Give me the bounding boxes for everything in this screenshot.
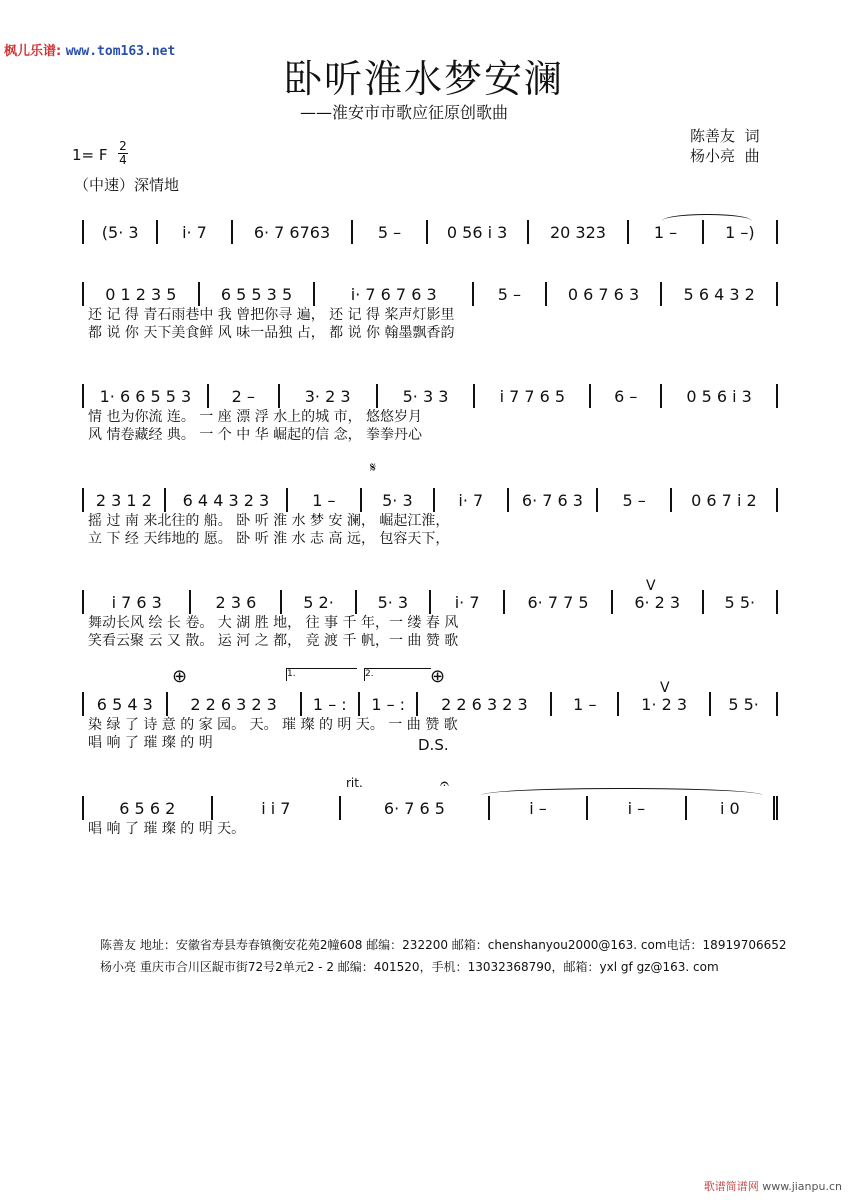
measure: 2 2 6 3 2 3 — [418, 692, 552, 716]
measure: 1 – : — [360, 692, 418, 716]
system-4 — [82, 488, 778, 548]
lyric-verse-1: 唱 响 了 璀 璨 的 明 天。 — [88, 821, 246, 837]
footer-line-lyricist: 陈善友 地址：安徽省寿县寿春镇衡安花苑2幢608 邮编：232200 邮箱：chenshanyou2000@163. com电话：18919706652 — [100, 938, 787, 952]
measure: 5 – — [353, 220, 427, 244]
measure: 6· 7 6 3 — [509, 488, 599, 512]
ritardando-mark: rit. — [346, 776, 363, 790]
song-subtitle: ——淮安市市歌应征原创歌曲 — [300, 103, 509, 122]
measure: i i 7 — [213, 796, 342, 820]
time-sig-top: 2 — [119, 139, 127, 153]
lyric-verse-2: 笑看云聚 云 又 散。 运 河 之 都， 竞 渡 千 帆，一 曲 赞 歌 — [88, 633, 459, 649]
lyric-verse-1: 染 绿 了 诗 意 的 家 园。 天。 璀 璨 的 明 天。 一 曲 赞 歌 — [88, 717, 458, 733]
measure: 5· 3 — [357, 590, 431, 614]
measure: 5· 3 3 — [378, 384, 476, 408]
measure: (5· 3 — [84, 220, 158, 244]
lyricist-credit — [690, 125, 760, 146]
breath-mark: V — [646, 578, 656, 594]
measure: 2 3 6 — [191, 590, 282, 614]
measure: 6 – — [591, 384, 662, 408]
volta-2-label: 2. — [365, 669, 374, 679]
lyric-verse-1: 摇 过 南 来北往的 船。 卧 听 淮 水 梦 安 澜， 崛起江淮， — [88, 513, 450, 529]
measure: 5 6 4 3 2 — [662, 282, 778, 306]
lyric-verse-1: 舞动长风 绘 长 卷。 大 湖 胜 地， 往 事 千 年，一 缕 春 风 — [88, 615, 459, 631]
key-signature: 1= F — [72, 146, 108, 164]
lyric-verse-2: 都 说 你 天下美食鲜 风 味一品独 占， 都 说 你 翰墨飘香韵 — [88, 325, 455, 341]
time-sig-bottom: 4 — [119, 153, 127, 167]
coda-sign: ⊕ — [430, 666, 446, 687]
measure: 1 – — [288, 488, 361, 512]
measure: i· 7 6 7 6 3 — [315, 282, 474, 306]
measure: 5 5· — [704, 590, 778, 614]
lyric-verse-1: 情 也为你流 连。 一 座 漂 浮 水上的城 市， 悠悠岁月 — [88, 409, 423, 425]
volta-1-label: 1. — [287, 669, 296, 679]
measure: 0 6 7 6 3 — [547, 282, 663, 306]
measure-final: i 0 — [687, 796, 778, 820]
measure: 3· 2 3 — [280, 384, 378, 408]
measure: 1 – — [552, 692, 619, 716]
measure: 0 56 i 3 — [428, 220, 529, 244]
measure: 5 – — [474, 282, 547, 306]
time-signature — [118, 140, 128, 167]
coda-sign: ⊕ — [172, 666, 188, 687]
measure: 2 3 1 2 — [84, 488, 166, 512]
measure: i – — [588, 796, 686, 820]
measure: 6 5 4 3 — [84, 692, 168, 716]
measure: 5 – — [598, 488, 671, 512]
measure: 1 –) — [704, 220, 778, 244]
tie — [482, 788, 762, 795]
measure: i· 7 — [158, 220, 232, 244]
system-1 — [82, 220, 778, 244]
dal-segno: D.S. — [418, 736, 449, 754]
measure: 1· 2 3 — [619, 692, 711, 716]
composer-role: 曲 — [744, 147, 760, 165]
footer-line-composer: 杨小亮 重庆市合川区龊市街72号2单元2 - 2 邮编：401520，手机：13032368790，邮箱：yxl gf gz@163. com — [100, 960, 719, 974]
measure: i· 7 — [435, 488, 508, 512]
measure: 0 5 6 i 3 — [662, 384, 778, 408]
corner-url[interactable]: www.jianpu.cn — [762, 1180, 842, 1193]
system-5 — [82, 590, 778, 650]
watermark-url[interactable]: www.tom163.net — [65, 44, 176, 59]
measure: 6· 7 6 5 — [341, 796, 490, 820]
measure: 0 1 2 3 5 — [84, 282, 200, 306]
tempo-marking: （中速）深情地 — [74, 176, 180, 194]
measure: 1 – : — [302, 692, 360, 716]
measure: 6 4 4 3 2 3 — [166, 488, 289, 512]
song-title: 卧听淮水梦安澜 — [283, 57, 564, 101]
composer-name: 杨小亮 — [690, 147, 736, 165]
measure: 6· 7 7 5 — [505, 590, 612, 614]
system-2 — [82, 282, 778, 342]
breath-mark: V — [660, 680, 670, 696]
corner-watermark — [704, 1178, 842, 1194]
lyricist-name: 陈善友 — [690, 127, 736, 145]
volta-1 — [286, 668, 357, 681]
system-3 — [82, 384, 778, 444]
measure: i – — [490, 796, 588, 820]
measure: 6 5 5 3 5 — [200, 282, 316, 306]
corner-site: 歌谱简谱网 — [703, 1180, 759, 1193]
lyric-verse-2: 唱 响 了 璀 璨 的 明 — [88, 735, 213, 751]
measure: 5· 3 — [362, 488, 435, 512]
contact-footer — [100, 934, 787, 978]
measure: i 7 6 3 — [84, 590, 191, 614]
measure: 1 – — [629, 220, 703, 244]
measure: 6 5 6 2 — [84, 796, 213, 820]
composer-credit — [690, 145, 760, 166]
lyricist-role: 词 — [744, 127, 760, 145]
watermark-site: 枫儿乐谱: — [4, 44, 62, 59]
measure: 1· 6 6 5 5 3 — [84, 384, 209, 408]
tie — [662, 214, 752, 221]
measure: 2 – — [209, 384, 280, 408]
measure: 2 2 6 3 2 3 — [168, 692, 302, 716]
measure: i 7 7 6 5 — [475, 384, 591, 408]
measure: 6· 2 3 — [613, 590, 704, 614]
measure: 5 2· — [282, 590, 356, 614]
volta-2 — [364, 668, 431, 681]
lyric-verse-2: 立 下 经 天纬地的 愿。 卧 听 淮 水 志 高 远， 包容天下， — [88, 531, 450, 547]
fermata-icon: 𝄐 — [440, 774, 449, 793]
measure: 5 5· — [711, 692, 778, 716]
segno-sign: 𝄋 — [370, 460, 377, 476]
measure: 6· 7 6763 — [233, 220, 354, 244]
lyric-verse-1: 还 记 得 青石雨巷中 我 曾把你寻 遍， 还 记 得 桨声灯影里 — [88, 307, 455, 323]
measure: 20 323 — [529, 220, 630, 244]
lyric-verse-2: 风 情卷藏经 典。 一 个 中 华 崛起的信 念， 拳拳丹心 — [88, 427, 423, 443]
measure: 0 6 7 i 2 — [672, 488, 778, 512]
system-7 — [82, 796, 778, 838]
measure: i· 7 — [431, 590, 505, 614]
